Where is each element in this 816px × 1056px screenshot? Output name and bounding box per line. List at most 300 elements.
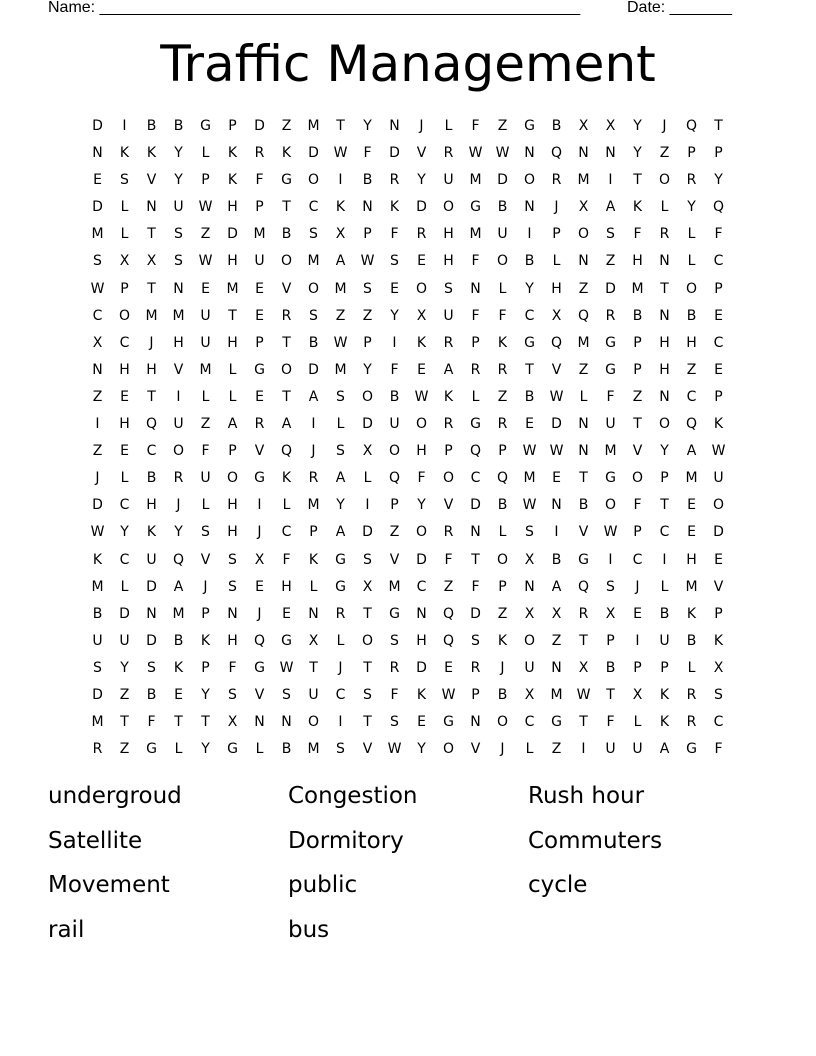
grid-letter: B	[659, 605, 670, 622]
grid-letter: W	[90, 280, 105, 297]
grid-letter: R	[497, 416, 508, 433]
grid-letter: V	[578, 524, 589, 541]
grid-letter: U	[524, 659, 535, 676]
grid-letter: T	[309, 659, 318, 676]
grid-letter: G	[281, 172, 292, 189]
grid-letter: P	[309, 524, 318, 541]
grid-letter: U	[605, 741, 616, 758]
grid-letter: P	[498, 443, 507, 460]
grid-letter: V	[173, 361, 184, 378]
grid-letter: S	[714, 686, 723, 703]
grid-letter: A	[227, 416, 238, 433]
grid-letter: W	[90, 524, 105, 541]
grid-letter: Q	[280, 443, 293, 460]
grid-letter: G	[254, 470, 265, 487]
grid-letter: U	[605, 416, 616, 433]
grid-letter: J	[500, 659, 505, 676]
grid-letter: E	[633, 605, 642, 622]
grid-letter: X	[605, 605, 616, 622]
grid-letter: W	[360, 253, 375, 270]
grid-letter: S	[444, 280, 453, 297]
grid-letter: C	[713, 253, 724, 270]
grid-letter: K	[632, 199, 643, 216]
grid-letter: F	[714, 226, 723, 243]
grid-letter: R	[686, 172, 697, 189]
grid-letter: Y	[660, 443, 669, 460]
grid-letter: J	[203, 578, 208, 595]
grid-letter: N	[659, 307, 670, 324]
grid-letter: T	[363, 714, 372, 731]
grid-letter: Q	[172, 551, 185, 568]
grid-letter: L	[336, 416, 345, 433]
grid-letter: P	[228, 443, 237, 460]
grid-letter: O	[604, 497, 617, 514]
grid-letter: I	[635, 632, 640, 649]
grid-letter: Y	[633, 118, 642, 134]
grid-letter: G	[686, 741, 697, 758]
grid-letter: T	[363, 659, 372, 676]
grid-letter: L	[336, 632, 345, 649]
grid-letter: X	[254, 551, 265, 568]
grid-letter: Z	[605, 253, 616, 270]
grid-letter: I	[581, 741, 586, 758]
grid-letter: N	[416, 605, 427, 622]
grid-letter: N	[578, 416, 589, 433]
grid-letter: Z	[362, 307, 373, 324]
grid-letter: H	[173, 334, 184, 351]
grid-letter: I	[554, 524, 559, 541]
grid-letter: P	[120, 280, 129, 297]
grid-letter: M	[523, 470, 536, 487]
grid-letter: D	[605, 280, 616, 297]
word-list-item: Congestion	[288, 783, 418, 809]
grid-letter: M	[91, 578, 104, 595]
grid-letter: Z	[659, 145, 670, 162]
grid-letter: P	[714, 605, 723, 622]
grid-letter: E	[417, 714, 426, 731]
grid-letter: G	[605, 470, 616, 487]
grid-letter: I	[662, 551, 667, 568]
grid-letter: Z	[281, 118, 292, 134]
grid-letter: J	[635, 578, 640, 595]
grid-letter: N	[92, 361, 103, 378]
grid-letter: L	[525, 741, 534, 758]
grid-letter: B	[551, 118, 562, 134]
word-list-item: Satellite	[48, 827, 143, 854]
grid-letter: U	[173, 416, 184, 433]
grid-letter: D	[308, 361, 319, 378]
grid-letter: C	[632, 551, 643, 568]
grid-letter: F	[714, 741, 723, 758]
grid-letter: T	[363, 605, 372, 622]
grid-letter: F	[471, 253, 480, 270]
grid-letter: W	[441, 686, 456, 703]
grid-letter: X	[551, 605, 562, 622]
grid-letter: W	[549, 388, 564, 405]
grid-letter: L	[687, 659, 696, 676]
grid-letter: R	[686, 714, 697, 731]
grid-letter: Z	[389, 524, 400, 541]
grid-letter: O	[496, 253, 509, 270]
grid-letter: O	[226, 470, 239, 487]
grid-letter: K	[659, 686, 670, 703]
grid-letter: H	[119, 416, 130, 433]
grid-letter: M	[172, 307, 185, 324]
grid-letter: X	[362, 578, 373, 595]
grid-letter: C	[146, 443, 157, 460]
word-list-item: Dormitory	[288, 827, 404, 854]
grid-letter: D	[146, 632, 157, 649]
grid-letter: L	[282, 497, 291, 514]
grid-letter: M	[334, 361, 347, 378]
grid-letter: H	[227, 524, 238, 541]
word-list-item: undergroud	[48, 783, 182, 809]
grid-letter: N	[551, 659, 562, 676]
grid-letter: B	[173, 632, 184, 649]
grid-letter: D	[362, 524, 373, 541]
grid-letter: V	[389, 551, 400, 568]
grid-letter: L	[687, 253, 696, 270]
grid-letter: B	[362, 172, 373, 189]
grid-letter: X	[632, 686, 643, 703]
grid-letter: G	[200, 118, 211, 134]
grid-letter: K	[173, 659, 184, 676]
grid-letter: P	[255, 199, 264, 216]
grid-letter: R	[254, 145, 265, 162]
grid-letter: S	[282, 686, 291, 703]
grid-letter: E	[282, 605, 291, 622]
word-list-item: cycle	[528, 872, 588, 898]
grid-letter: E	[201, 280, 210, 297]
grid-letter: O	[496, 551, 509, 568]
grid-letter: L	[228, 361, 237, 378]
grid-letter: M	[469, 226, 482, 243]
grid-letter: R	[470, 659, 481, 676]
grid-letter: H	[227, 334, 238, 351]
grid-letter: U	[443, 307, 454, 324]
grid-letter: M	[91, 714, 104, 731]
grid-letter: U	[497, 226, 508, 243]
grid-letter: Y	[174, 524, 183, 541]
grid-letter: O	[307, 172, 320, 189]
grid-letter: O	[523, 632, 536, 649]
grid-letter: K	[443, 388, 454, 405]
word-list-item: Movement	[48, 872, 170, 898]
grid-letter: Z	[551, 632, 562, 649]
grid-letter: Q	[712, 199, 725, 216]
grid-letter: D	[227, 226, 238, 243]
grid-letter: D	[416, 199, 427, 216]
grid-letter: C	[470, 470, 481, 487]
grid-letter: T	[633, 416, 642, 433]
grid-letter: R	[389, 172, 400, 189]
grid-letter: O	[361, 388, 374, 405]
grid-letter: E	[417, 361, 426, 378]
grid-letter: Q	[145, 416, 158, 433]
grid-letter: J	[311, 443, 316, 460]
date-field-line: Date: _______	[627, 0, 732, 16]
grid-letter: N	[470, 714, 481, 731]
grid-letter: X	[551, 307, 562, 324]
grid-letter: E	[390, 280, 399, 297]
grid-letter: M	[307, 497, 320, 514]
grid-letter: T	[147, 226, 156, 243]
grid-letter: V	[470, 741, 481, 758]
grid-letter: B	[605, 659, 616, 676]
grid-letter: L	[498, 280, 507, 297]
grid-letter: Y	[201, 686, 210, 703]
word-list	[48, 778, 768, 956]
grid-letter: Y	[417, 741, 426, 758]
grid-letter: N	[524, 199, 535, 216]
grid-letter: E	[255, 280, 264, 297]
grid-letter: P	[714, 280, 723, 297]
grid-letter: G	[254, 659, 265, 676]
grid-letter: S	[363, 686, 372, 703]
grid-letter: G	[254, 361, 265, 378]
grid-letter: P	[552, 226, 561, 243]
grid-letter: V	[416, 145, 427, 162]
grid-letter: E	[255, 388, 264, 405]
grid-letter: U	[632, 741, 643, 758]
grid-letter: P	[498, 578, 507, 595]
grid-letter: S	[336, 741, 345, 758]
grid-letter: N	[605, 145, 616, 162]
grid-letter: C	[713, 714, 724, 731]
grid-letter: C	[524, 714, 535, 731]
grid-letter: L	[660, 199, 669, 216]
grid-letter: C	[92, 307, 103, 324]
grid-letter: B	[551, 551, 562, 568]
grid-letter: L	[363, 470, 372, 487]
grid-letter: S	[174, 253, 183, 270]
grid-letter: G	[227, 741, 238, 758]
grid-letter: Z	[497, 605, 508, 622]
grid-letter: I	[338, 172, 343, 189]
word-list-item: rail	[48, 916, 85, 943]
grid-letter: Y	[120, 659, 129, 676]
grid-letter: C	[119, 551, 130, 568]
grid-letter: N	[524, 145, 535, 162]
grid-letter: W	[279, 659, 294, 676]
grid-letter: G	[335, 551, 346, 568]
grid-letter: B	[281, 741, 292, 758]
grid-letter: O	[442, 199, 455, 216]
grid-letter: I	[527, 226, 532, 243]
grid-letter: S	[363, 280, 372, 297]
grid-letter: B	[146, 118, 157, 134]
grid-letter: D	[92, 686, 103, 703]
grid-letter: D	[254, 118, 265, 134]
grid-letter: A	[686, 443, 697, 460]
grid-letter: O	[442, 741, 455, 758]
grid-letter: O	[118, 307, 131, 324]
grid-letter: C	[524, 307, 535, 324]
grid-letter: B	[686, 632, 697, 649]
grid-letter: O	[415, 416, 428, 433]
grid-letter: N	[659, 253, 670, 270]
grid-letter: S	[174, 226, 183, 243]
word-list-item: bus	[288, 916, 330, 943]
grid-letter: C	[713, 334, 724, 351]
grid-letter: V	[632, 443, 643, 460]
grid-letter: H	[659, 334, 670, 351]
grid-letter: M	[685, 470, 698, 487]
grid-letter: J	[149, 334, 154, 351]
grid-letter: W	[522, 443, 537, 460]
grid-letter: D	[713, 524, 724, 541]
grid-letter: A	[335, 524, 346, 541]
grid-letter: W	[468, 145, 483, 162]
grid-letter: W	[333, 145, 348, 162]
grid-letter: N	[254, 714, 265, 731]
grid-letter: Q	[388, 470, 401, 487]
grid-letter: Y	[714, 172, 723, 189]
grid-letter: N	[308, 605, 319, 622]
grid-letter: M	[307, 253, 320, 270]
grid-letter: L	[174, 741, 183, 758]
grid-letter: G	[524, 118, 535, 134]
grid-letter: T	[660, 497, 669, 514]
grid-letter: M	[550, 686, 563, 703]
grid-letter: X	[335, 226, 346, 243]
grid-letter: P	[228, 118, 237, 134]
word-list-item: Commuters	[528, 827, 663, 854]
grid-letter: T	[228, 307, 237, 324]
grid-letter: O	[280, 361, 293, 378]
grid-letter: K	[119, 145, 130, 162]
grid-letter: E	[93, 172, 102, 189]
grid-letter: L	[471, 388, 480, 405]
grid-letter: Q	[685, 118, 698, 134]
grid-letter: O	[523, 172, 536, 189]
grid-letter: Z	[497, 118, 508, 134]
grid-letter: F	[606, 714, 615, 731]
grid-letter: T	[633, 172, 642, 189]
grid-letter: N	[281, 714, 292, 731]
grid-letter: E	[714, 361, 723, 378]
grid-letter: V	[254, 686, 265, 703]
grid-letter: W	[522, 497, 537, 514]
grid-letter: Y	[336, 497, 345, 514]
grid-letter: Z	[632, 388, 643, 405]
grid-letter: F	[471, 307, 480, 324]
word-search-grid	[84, 113, 732, 763]
grid-letter: Y	[174, 145, 183, 162]
grid-letter: E	[687, 497, 696, 514]
grid-letter: Z	[686, 361, 697, 378]
grid-letter: G	[470, 416, 481, 433]
grid-letter: T	[606, 686, 615, 703]
grid-letter: J	[500, 741, 505, 758]
grid-letter: D	[389, 145, 400, 162]
grid-letter: L	[633, 714, 642, 731]
grid-letter: R	[389, 659, 400, 676]
grid-letter: P	[633, 659, 642, 676]
grid-letter: L	[120, 578, 129, 595]
grid-letter: H	[281, 578, 292, 595]
grid-letter: M	[172, 605, 185, 622]
grid-letter: Z	[578, 361, 589, 378]
grid-letter: T	[525, 361, 534, 378]
grid-letter: B	[92, 605, 103, 622]
grid-letter: O	[415, 524, 428, 541]
grid-letter: Z	[200, 416, 211, 433]
grid-letter: E	[552, 470, 561, 487]
grid-letter: W	[387, 741, 402, 758]
grid-letter: I	[608, 551, 613, 568]
grid-letter: M	[334, 280, 347, 297]
grid-letter: A	[173, 578, 184, 595]
grid-letter: S	[309, 307, 318, 324]
grid-letter: L	[201, 388, 210, 405]
grid-letter: S	[228, 578, 237, 595]
grid-letter: L	[120, 199, 129, 216]
grid-letter: K	[686, 605, 697, 622]
grid-letter: G	[146, 741, 157, 758]
grid-letter: V	[146, 172, 157, 189]
grid-letter: C	[119, 497, 130, 514]
grid-letter: C	[416, 578, 427, 595]
grid-letter: M	[199, 361, 212, 378]
grid-letter: R	[416, 226, 427, 243]
grid-letter: U	[200, 334, 211, 351]
word-list-item: public	[288, 872, 358, 898]
grid-letter: K	[308, 551, 319, 568]
grid-letter: R	[443, 334, 454, 351]
grid-letter: L	[309, 578, 318, 595]
grid-letter: U	[146, 551, 157, 568]
grid-letter: P	[201, 172, 210, 189]
grid-letter: C	[659, 524, 670, 541]
grid-letter: M	[469, 172, 482, 189]
grid-letter: P	[390, 497, 399, 514]
grid-letter: N	[578, 253, 589, 270]
grid-letter: K	[281, 470, 292, 487]
grid-letter: B	[281, 226, 292, 243]
grid-letter: O	[577, 226, 590, 243]
grid-letter: N	[470, 280, 481, 297]
grid-letter: P	[660, 659, 669, 676]
grid-letter: R	[308, 470, 319, 487]
grid-letter: H	[227, 253, 238, 270]
grid-letter: H	[551, 280, 562, 297]
grid-letter: O	[361, 632, 374, 649]
grid-letter: S	[363, 551, 372, 568]
grid-letter: P	[201, 605, 210, 622]
grid-letter: D	[362, 416, 373, 433]
grid-letter: F	[147, 714, 156, 731]
grid-letter: D	[92, 118, 103, 134]
grid-letter: I	[176, 388, 181, 405]
grid-letter: M	[388, 578, 401, 595]
grid-letter: D	[497, 172, 508, 189]
grid-letter: X	[578, 199, 589, 216]
grid-letter: O	[712, 497, 725, 514]
grid-letter: E	[444, 659, 453, 676]
grid-letter: S	[471, 632, 480, 649]
grid-letter: A	[443, 361, 454, 378]
grid-letter: C	[119, 334, 130, 351]
grid-letter: N	[578, 145, 589, 162]
grid-letter: Y	[201, 741, 210, 758]
grid-letter: H	[659, 361, 670, 378]
grid-letter: H	[227, 632, 238, 649]
grid-letter: J	[554, 199, 559, 216]
grid-letter: S	[390, 714, 399, 731]
grid-letter: P	[687, 145, 696, 162]
grid-letter: L	[201, 497, 210, 514]
